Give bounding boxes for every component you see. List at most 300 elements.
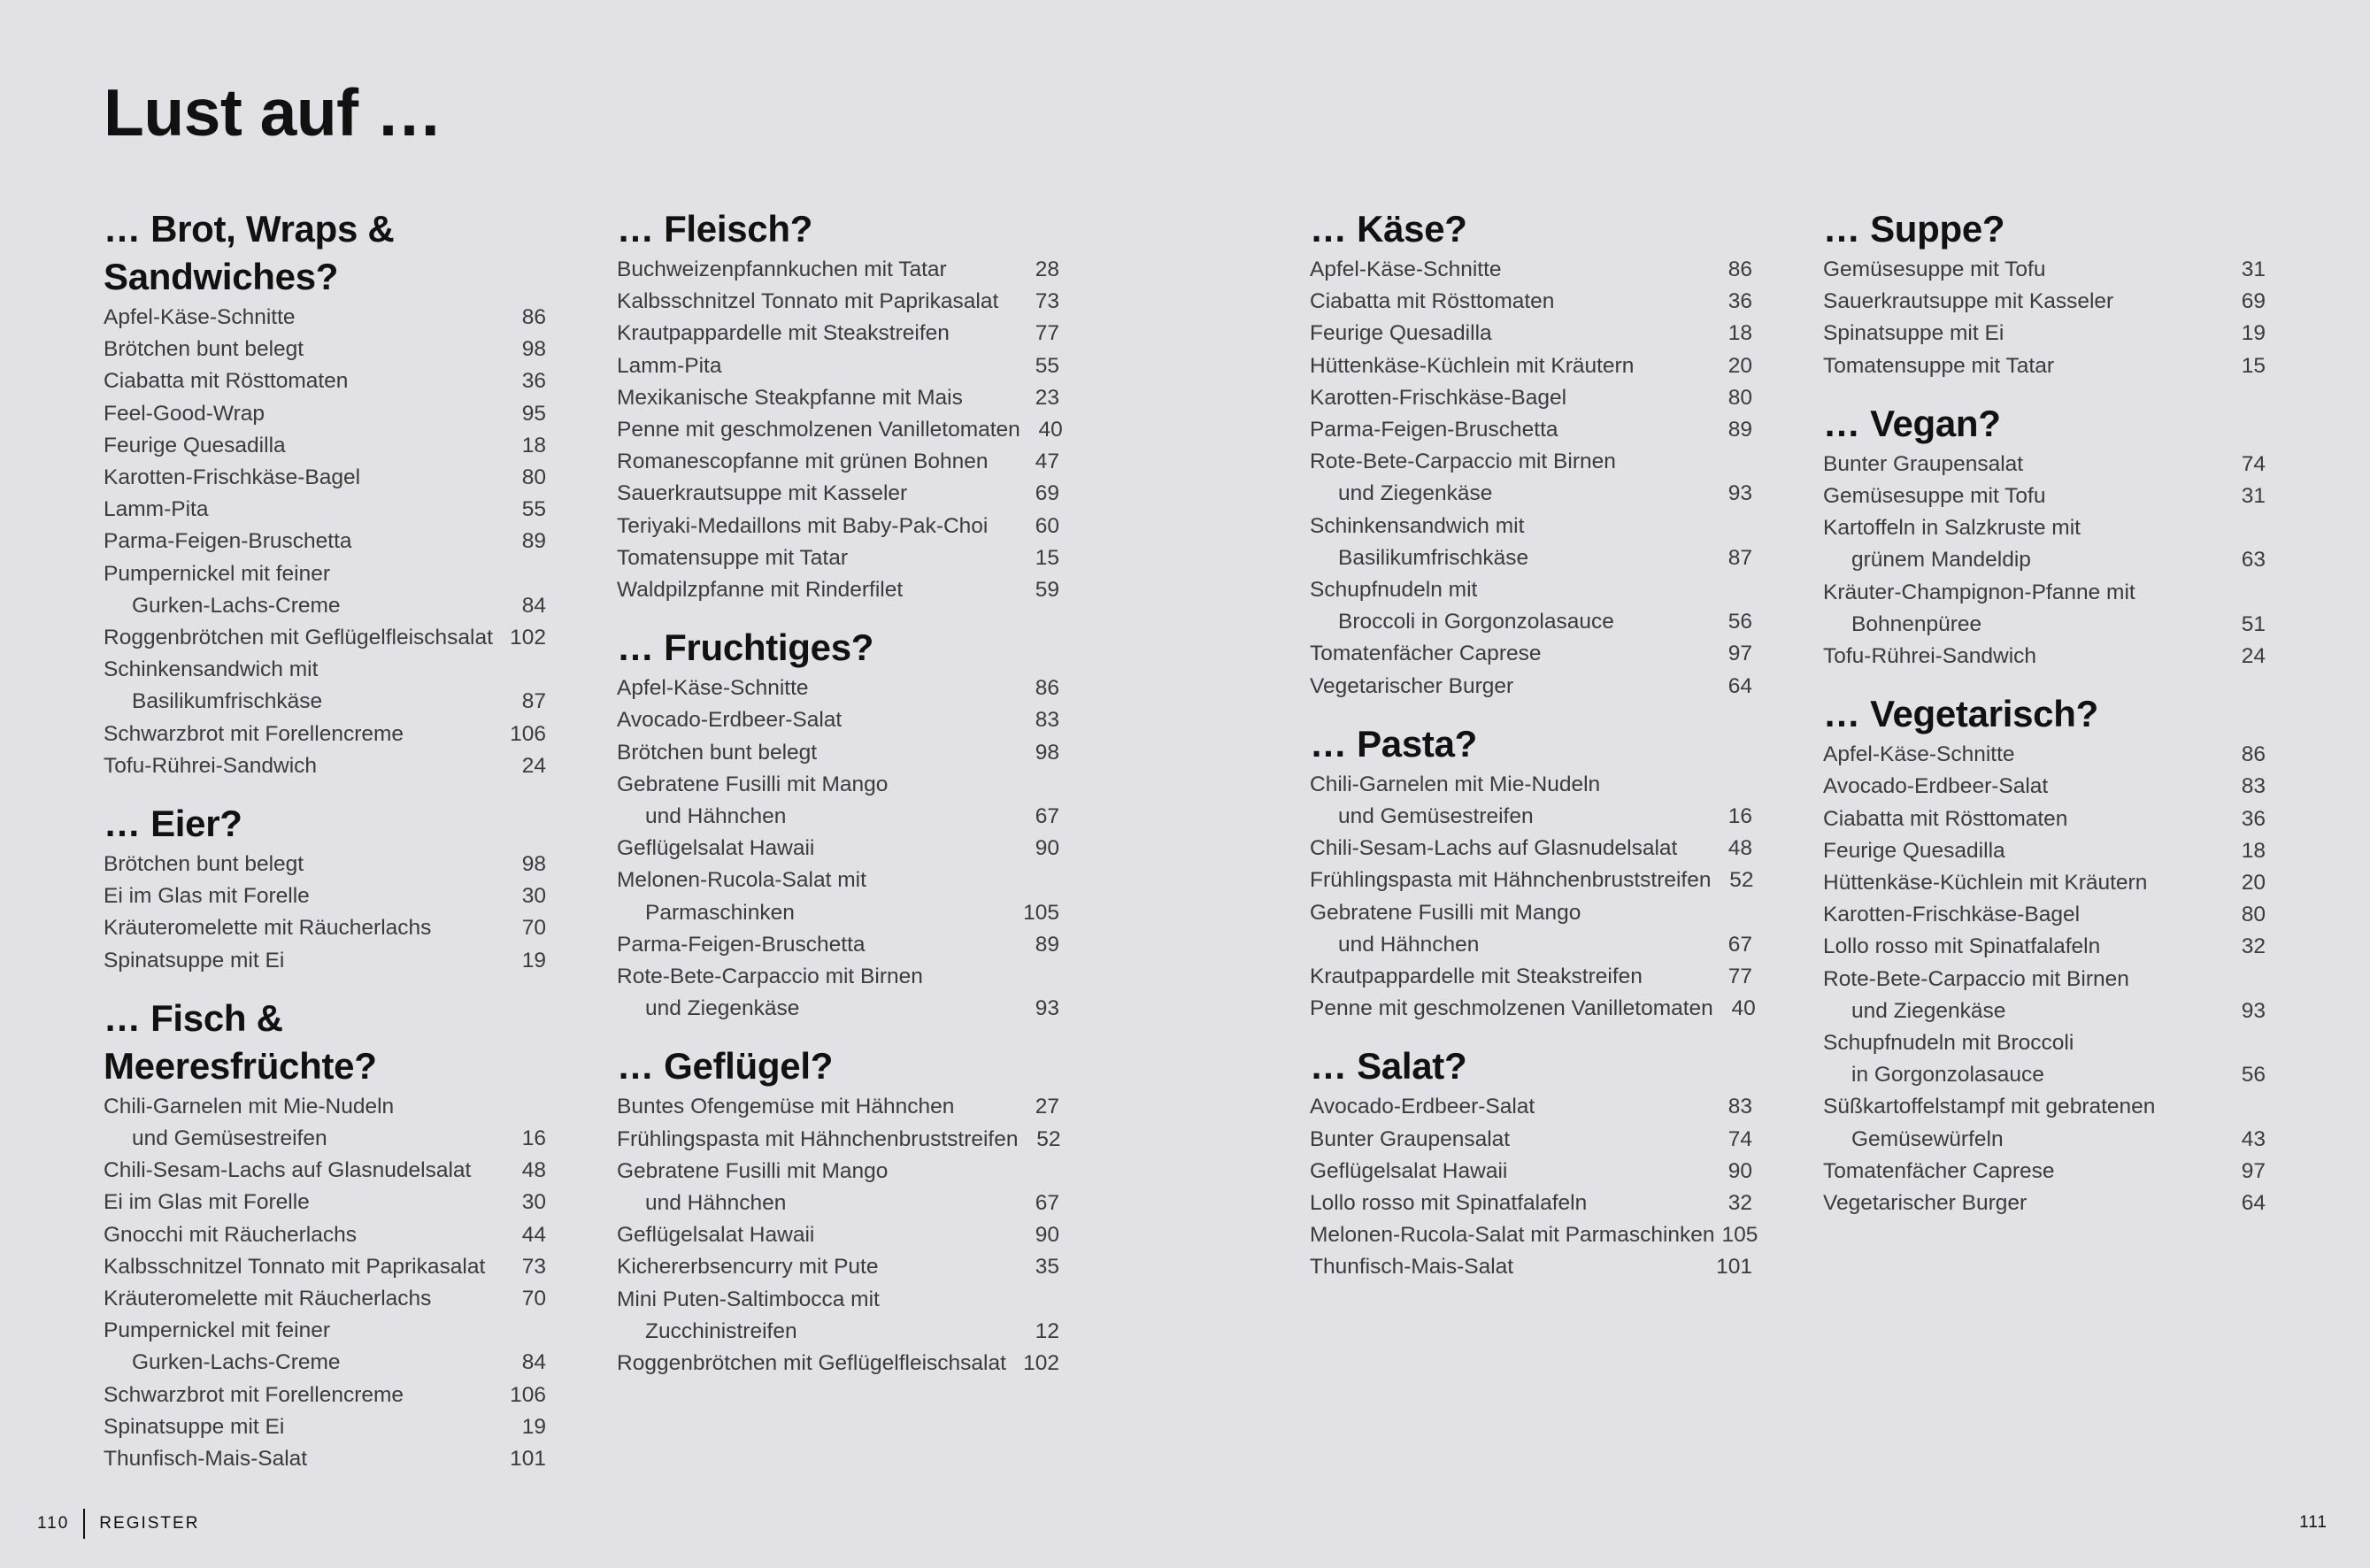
index-section: [1823, 205, 2266, 382]
page-reference: 83: [1727, 1095, 1752, 1119]
page-reference: 18: [521, 433, 546, 457]
index-entry: [1823, 835, 2266, 867]
page-reference: 15: [2241, 353, 2266, 378]
recipe-name: Feurige Quesadilla: [104, 433, 286, 457]
page-reference: 97: [2241, 1158, 2266, 1183]
page-reference: 77: [1035, 321, 1059, 346]
section-heading: … Käse?: [1310, 208, 1467, 250]
index-entry: [617, 673, 1059, 704]
page-reference: 98: [521, 337, 546, 362]
recipe-name: Apfel-Käse-Schnitte: [104, 305, 296, 329]
index-entry: [104, 430, 546, 462]
page-reference: 95: [521, 401, 546, 426]
index-entry: [1823, 739, 2266, 771]
recipe-name: Pumpernickel mit feiner: [104, 561, 330, 586]
index-entry: [1310, 638, 1752, 670]
page-reference: 36: [521, 369, 546, 394]
index-entry: [104, 1219, 546, 1251]
index-entry: [104, 719, 546, 750]
index-section: [104, 800, 546, 977]
page-reference: 101: [1716, 1255, 1752, 1280]
page-reference: 67: [1035, 1191, 1059, 1216]
page-reference: 43: [2241, 1126, 2266, 1151]
index-entry: [1310, 993, 1756, 1025]
recipe-name: Feel-Good-Wrap: [104, 401, 265, 426]
index-entry: [617, 414, 1063, 446]
recipe-name: Frühlingspasta mit Hähnchenbruststreifen: [1310, 868, 1712, 893]
recipe-name: Gnocchi mit Räucherlachs: [104, 1222, 357, 1247]
index-section: [1823, 690, 2266, 1219]
recipe-name: Krautpappardelle mit Steakstreifen: [617, 321, 950, 346]
recipe-name: Chili-Garnelen mit Mie-Nudeln: [104, 1094, 395, 1118]
index-entry: [1310, 350, 1752, 382]
page-reference: 47: [1035, 450, 1059, 474]
recipe-name-continued: und Ziegenkäse: [1338, 481, 1493, 506]
index-entry: [1310, 414, 1752, 446]
index-entry: [617, 833, 1059, 865]
page-reference: 84: [521, 593, 546, 618]
footer-divider: [83, 1509, 85, 1539]
index-section: [1823, 400, 2266, 673]
page-reference: 35: [1035, 1255, 1059, 1280]
index-entry: [1310, 1091, 1752, 1123]
page-reference: 23: [1035, 385, 1059, 410]
index-entry: [1823, 480, 2266, 512]
page-reference: 24: [521, 753, 546, 778]
index-entry: [104, 1187, 546, 1218]
recipe-name: Schupfnudeln mit Broccoli: [1823, 1031, 2074, 1056]
recipe-name: Apfel-Käse-Schnitte: [1310, 257, 1502, 281]
index-section: [104, 995, 546, 1475]
recipe-name: Ei im Glas mit Forelle: [104, 1190, 310, 1215]
page-reference: 18: [1727, 321, 1752, 346]
footer-left: [37, 1509, 199, 1539]
page-reference: 15: [1035, 545, 1059, 570]
recipe-name: Tomatensuppe mit Tatar: [1823, 353, 2055, 378]
recipe-name: Gemüsesuppe mit Tofu: [1823, 484, 2046, 509]
index-entry: [617, 769, 1059, 833]
page-reference: 30: [521, 1190, 546, 1215]
recipe-name-continued: und Hähnchen: [645, 1191, 787, 1216]
recipe-name-continued: Basilikumfrischkäse: [1338, 545, 1529, 570]
recipe-name: Krautpappardelle mit Steakstreifen: [1310, 965, 1643, 989]
page-reference: 67: [1727, 932, 1752, 957]
index-entry: [1823, 577, 2266, 641]
index-entry: [104, 1155, 546, 1187]
recipe-name: Roggenbrötchen mit Geflügelfleischsalat: [104, 626, 493, 650]
recipe-name: Spinatsuppe mit Ei: [1823, 321, 2004, 346]
page-reference: 86: [1035, 676, 1059, 701]
recipe-name: Ciabatta mit Rösttomaten: [104, 369, 349, 394]
page-reference: 55: [521, 497, 546, 522]
page-reference: 86: [521, 305, 546, 329]
index-entry: [1310, 961, 1752, 993]
index-entry: [104, 494, 546, 526]
recipe-name-continued: und Gemüsestreifen: [1338, 804, 1534, 829]
page-reference: 93: [2241, 998, 2266, 1023]
index-entry: [104, 365, 546, 397]
recipe-name: Vegetarischer Burger: [1823, 1191, 2028, 1216]
page-reference: 40: [1038, 418, 1063, 442]
recipe-name: Mini Puten-Saltimbocca mit: [617, 1287, 880, 1311]
recipe-name: Parma-Feigen-Bruschetta: [104, 529, 352, 554]
index-entry: [1823, 964, 2266, 1027]
recipe-name: Frühlingspasta mit Hähnchenbruststreifen: [617, 1126, 1019, 1151]
index-entry: [1823, 512, 2266, 576]
index-entry: [1823, 803, 2266, 835]
page-reference: 80: [1727, 385, 1752, 410]
index-entry: [1310, 318, 1752, 350]
index-entry: [1823, 1091, 2266, 1155]
index-entry: [104, 1091, 546, 1155]
section-heading: … Pasta?: [1310, 722, 1477, 765]
recipe-name: Rote-Bete-Carpaccio mit Birnen: [1310, 450, 1616, 474]
index-entry: [104, 1283, 546, 1315]
page-reference: 83: [1035, 708, 1059, 733]
page-reference: 55: [1035, 353, 1059, 378]
page-reference: 27: [1035, 1095, 1059, 1119]
right-page-number: 111: [2299, 1513, 2328, 1532]
recipe-name: Lamm-Pita: [617, 353, 722, 378]
index-column-4: [1823, 205, 2266, 1237]
recipe-name: Apfel-Käse-Schnitte: [1823, 742, 2015, 767]
index-entry: [104, 1443, 546, 1475]
page-reference: 28: [1035, 257, 1059, 281]
index-entry: [104, 1411, 546, 1443]
section-heading: … Fisch & Meeresfrüchte?: [104, 996, 377, 1087]
recipe-name-continued: Basilikumfrischkäse: [132, 689, 323, 714]
recipe-name: Melonen-Rucola-Salat mit: [617, 868, 866, 893]
recipe-name: Pumpernickel mit feiner: [104, 1318, 330, 1343]
page-reference: 86: [2241, 742, 2266, 767]
page-reference: 87: [1727, 545, 1752, 570]
page-reference: 101: [510, 1447, 546, 1472]
page-reference: 97: [1727, 642, 1752, 666]
index-entry: [1823, 286, 2266, 318]
page-reference: 80: [2241, 903, 2266, 927]
index-entry: [617, 542, 1059, 574]
recipe-name: Ei im Glas mit Forelle: [104, 884, 310, 909]
recipe-name: Gemüsesuppe mit Tofu: [1823, 257, 2046, 281]
recipe-name: Ciabatta mit Rösttomaten: [1823, 806, 2068, 831]
recipe-name: Tomatensuppe mit Tatar: [617, 545, 849, 570]
left-page-number: 110: [37, 1514, 70, 1533]
index-entry: [1823, 318, 2266, 350]
index-section: [617, 1042, 1059, 1380]
index-column-2: [617, 205, 1063, 1397]
page-reference: 70: [521, 1287, 546, 1311]
index-entry: [617, 1124, 1059, 1156]
recipe-name: Kräuteromelette mit Räucherlachs: [104, 916, 432, 941]
page-reference: 32: [2241, 934, 2266, 959]
index-entry: [617, 446, 1059, 478]
recipe-name: Thunfisch-Mais-Salat: [1310, 1255, 1514, 1280]
index-section: [1310, 205, 1752, 703]
recipe-name: Tofu-Rührei-Sandwich: [1823, 644, 2037, 669]
recipe-name: Melonen-Rucola-Salat mit Parmaschinken: [1310, 1223, 1715, 1248]
page-reference: 98: [521, 852, 546, 877]
page-reference: 74: [2241, 451, 2266, 476]
index-entry: [104, 622, 546, 654]
index-entry: [1310, 511, 1752, 574]
recipe-name: Feurige Quesadilla: [1823, 838, 2005, 863]
page-reference: 89: [1035, 932, 1059, 957]
index-entry: [1823, 931, 2266, 963]
section-heading: … Brot, Wraps & Sandwiches?: [104, 208, 395, 297]
index-entry: [1310, 833, 1752, 865]
page-reference: 20: [2241, 871, 2266, 895]
recipe-name: Chili-Sesam-Lachs auf Glasnudelsalat: [1310, 836, 1678, 861]
recipe-name: Penne mit geschmolzenen Vanilletomaten: [1310, 996, 1713, 1021]
page-reference: 74: [1727, 1126, 1752, 1151]
index-entry: [617, 704, 1059, 736]
recipe-name: Rote-Bete-Carpaccio mit Birnen: [1823, 966, 2129, 991]
recipe-name: Parma-Feigen-Bruschetta: [1310, 418, 1558, 442]
section-heading: … Suppe?: [1823, 208, 2005, 250]
recipe-name: Karotten-Frischkäse-Bagel: [1823, 903, 2081, 927]
index-entry: [1310, 1251, 1752, 1283]
page-reference: 106: [510, 1382, 546, 1407]
page-reference: 73: [521, 1254, 546, 1279]
page-reference: 44: [521, 1222, 546, 1247]
recipe-name: Kräuteromelette mit Räucherlachs: [104, 1287, 432, 1311]
recipe-name: Avocado-Erdbeer-Salat: [617, 708, 843, 733]
section-heading: … Vegan?: [1823, 402, 2001, 444]
page-reference: 56: [1727, 610, 1752, 634]
page-reference: 40: [1731, 996, 1756, 1021]
index-entry: [617, 1091, 1059, 1123]
page-reference: 19: [2241, 321, 2266, 346]
page-reference: 86: [1727, 257, 1752, 281]
recipe-name: Kichererbsencurry mit Pute: [617, 1255, 879, 1280]
index-entry: [617, 737, 1059, 769]
page-reference: 102: [1023, 1351, 1059, 1376]
index-entry: [617, 318, 1059, 350]
index-column-1: [104, 205, 546, 1493]
recipe-name: Penne mit geschmolzenen Vanilletomaten: [617, 418, 1020, 442]
recipe-name: Teriyaki-Medaillons mit Baby-Pak-Choi: [617, 513, 989, 538]
page-reference: 64: [2241, 1191, 2266, 1216]
recipe-name: Rote-Bete-Carpaccio mit Birnen: [617, 965, 923, 989]
recipe-name-continued: grünem Mandeldip: [1851, 548, 2031, 573]
recipe-name: Geflügelsalat Hawaii: [617, 1223, 815, 1248]
index-section: [617, 624, 1059, 1025]
recipe-name: Lollo rosso mit Spinatfalafeln: [1823, 934, 2101, 959]
recipe-name-continued: Zucchinistreifen: [645, 1318, 797, 1343]
index-entry: [104, 398, 546, 430]
page-reference: 19: [521, 1414, 546, 1439]
index-entry: [1310, 254, 1752, 286]
page-reference: 31: [2241, 484, 2266, 509]
index-entry: [617, 1348, 1059, 1380]
recipe-name: Bunter Graupensalat: [1823, 451, 2024, 476]
page-reference: 69: [1035, 481, 1059, 506]
page-reference: 18: [2241, 838, 2266, 863]
page-reference: 48: [521, 1158, 546, 1183]
recipe-name: Brötchen bunt belegt: [104, 337, 304, 362]
index-entry: [104, 1380, 546, 1411]
recipe-name: Kartoffeln in Salzkruste mit: [1823, 516, 2081, 541]
recipe-name: Lamm-Pita: [104, 497, 209, 522]
page-reference: 16: [521, 1126, 546, 1151]
index-entry: [1310, 1219, 1758, 1251]
page-reference: 32: [1727, 1191, 1752, 1216]
index-entry: [1310, 446, 1752, 510]
index-entry: [617, 1156, 1059, 1219]
recipe-name: Kalbsschnitzel Tonnato mit Paprikasalat: [104, 1254, 486, 1279]
recipe-name: Romanescopfanne mit grünen Bohnen: [617, 450, 989, 474]
page-reference: 59: [1035, 578, 1059, 603]
index-entry: [617, 1251, 1059, 1283]
recipe-name-continued: Gurken-Lachs-Creme: [132, 1350, 341, 1375]
recipe-name: Lollo rosso mit Spinatfalafeln: [1310, 1191, 1588, 1216]
recipe-name: Süßkartoffelstampf mit gebratenen: [1823, 1095, 2156, 1119]
recipe-name: Brötchen bunt belegt: [104, 852, 304, 877]
page-reference: 105: [1721, 1223, 1758, 1248]
page-reference: 64: [1727, 673, 1752, 698]
recipe-name: Kalbsschnitzel Tonnato mit Paprikasalat: [617, 289, 999, 314]
section-heading: … Eier?: [104, 803, 242, 845]
recipe-name: Parma-Feigen-Bruschetta: [617, 932, 866, 957]
recipe-name: Sauerkrautsuppe mit Kasseler: [617, 481, 908, 506]
recipe-name: Hüttenkäse-Küchlein mit Kräutern: [1823, 871, 2148, 895]
page-reference: 24: [2241, 644, 2266, 669]
page-reference: 63: [2241, 548, 2266, 573]
page-reference: 36: [1727, 289, 1752, 314]
page-reference: 69: [2241, 289, 2266, 314]
index-entry: [1310, 1156, 1752, 1188]
recipe-name: Sauerkrautsuppe mit Kasseler: [1823, 289, 2114, 314]
index-entry: [617, 1219, 1059, 1251]
recipe-name: Schwarzbrot mit Forellencreme: [104, 721, 404, 746]
index-entry: [104, 462, 546, 494]
page-reference: 89: [521, 529, 546, 554]
index-entry: [1823, 449, 2266, 480]
index-entry: [1310, 897, 1752, 961]
page-reference: 52: [1036, 1126, 1061, 1151]
recipe-name: Buchweizenpfannkuchen mit Tatar: [617, 257, 947, 281]
page-reference: 52: [1729, 868, 1754, 893]
index-entry: [617, 254, 1059, 286]
recipe-name-continued: Parmaschinken: [645, 900, 795, 925]
section-heading: … Salat?: [1310, 1045, 1467, 1088]
index-entry: [104, 526, 546, 557]
recipe-name: Waldpilzpfanne mit Rinderfilet: [617, 578, 904, 603]
recipe-name-continued: in Gorgonzolasauce: [1851, 1063, 2044, 1088]
recipe-name: Spinatsuppe mit Ei: [104, 948, 285, 972]
index-entry: [104, 558, 546, 622]
page-reference: 87: [521, 689, 546, 714]
recipe-name: Kräuter-Champignon-Pfanne mit: [1823, 580, 2135, 604]
index-entry: [104, 1315, 546, 1379]
page-reference: 70: [521, 916, 546, 941]
recipe-name: Schupfnudeln mit: [1310, 578, 1478, 603]
page-reference: 90: [1035, 836, 1059, 861]
recipe-name: Ciabatta mit Rösttomaten: [1310, 289, 1555, 314]
index-section: [104, 205, 546, 782]
index-entry: [104, 302, 546, 334]
index-entry: [617, 1284, 1059, 1348]
index-entry: [104, 750, 546, 782]
recipe-name-continued: Bohnenpüree: [1851, 611, 1982, 636]
recipe-name: Apfel-Käse-Schnitte: [617, 676, 809, 701]
recipe-name: Gebratene Fusilli mit Mango: [1310, 900, 1581, 925]
recipe-name: Gebratene Fusilli mit Mango: [617, 772, 889, 796]
index-section: [1310, 720, 1756, 1026]
section-heading: … Geflügel?: [617, 1045, 834, 1088]
page-reference: 12: [1035, 1318, 1059, 1343]
index-entry: [1823, 641, 2266, 673]
index-entry: [1823, 867, 2266, 899]
index-entry: [104, 880, 546, 912]
page-reference: 93: [1727, 481, 1752, 506]
page-reference: 36: [2241, 806, 2266, 831]
recipe-name: Vegetarischer Burger: [1310, 673, 1514, 698]
index-entry: [1823, 1027, 2266, 1091]
section-heading: … Fruchtiges?: [617, 626, 874, 669]
page-reference: 31: [2241, 257, 2266, 281]
recipe-name: Tofu-Rührei-Sandwich: [104, 753, 318, 778]
index-entry: [1823, 350, 2266, 382]
index-entry: [1823, 771, 2266, 803]
page-reference: 48: [1727, 836, 1752, 861]
recipe-name: Chili-Sesam-Lachs auf Glasnudelsalat: [104, 1158, 472, 1183]
recipe-name: Karotten-Frischkäse-Bagel: [104, 465, 361, 490]
index-entry: [104, 1251, 546, 1283]
index-entry: [1823, 899, 2266, 931]
section-label: REGISTER: [99, 1514, 200, 1533]
page-reference: 56: [2241, 1063, 2266, 1088]
index-entry: [1310, 382, 1752, 414]
recipe-name: Schinkensandwich mit: [1310, 513, 1525, 538]
recipe-name: Gebratene Fusilli mit Mango: [617, 1158, 889, 1183]
recipe-name: Hüttenkäse-Küchlein mit Kräutern: [1310, 353, 1635, 378]
index-entry: [617, 286, 1059, 318]
index-entry: [617, 574, 1059, 606]
recipe-name: Karotten-Frischkäse-Bagel: [1310, 385, 1567, 410]
page-reference: 93: [1035, 996, 1059, 1021]
index-entry: [617, 478, 1059, 510]
index-entry: [617, 350, 1059, 382]
page-reference: 51: [2241, 611, 2266, 636]
page-reference: 60: [1035, 513, 1059, 538]
index-entry: [104, 654, 546, 718]
recipe-name-continued: und Hähnchen: [1338, 932, 1480, 957]
index-entry: [104, 945, 546, 977]
recipe-name: Mexikanische Steakpfanne mit Mais: [617, 385, 963, 410]
index-column-3: [1310, 205, 1758, 1302]
recipe-name: Geflügelsalat Hawaii: [1310, 1158, 1508, 1183]
index-entry: [617, 511, 1059, 542]
index-entry: [104, 849, 546, 880]
recipe-name-continued: und Hähnchen: [645, 804, 787, 829]
recipe-name: Brötchen bunt belegt: [617, 740, 818, 765]
index-section: [1310, 1042, 1758, 1283]
recipe-name: Thunfisch-Mais-Salat: [104, 1447, 308, 1472]
page-reference: 30: [521, 884, 546, 909]
page-title: Lust auf …: [104, 75, 442, 150]
index-entry: [1310, 1188, 1752, 1219]
recipe-name-continued: und Gemüsestreifen: [132, 1126, 327, 1151]
recipe-name-continued: Gurken-Lachs-Creme: [132, 593, 341, 618]
recipe-name: Feurige Quesadilla: [1310, 321, 1492, 346]
page-reference: 105: [1023, 900, 1059, 925]
page-reference: 77: [1727, 965, 1752, 989]
index-entry: [104, 912, 546, 944]
recipe-name-continued: und Ziegenkäse: [645, 996, 800, 1021]
recipe-name: Schwarzbrot mit Forellencreme: [104, 1382, 404, 1407]
index-entry: [1310, 574, 1752, 638]
